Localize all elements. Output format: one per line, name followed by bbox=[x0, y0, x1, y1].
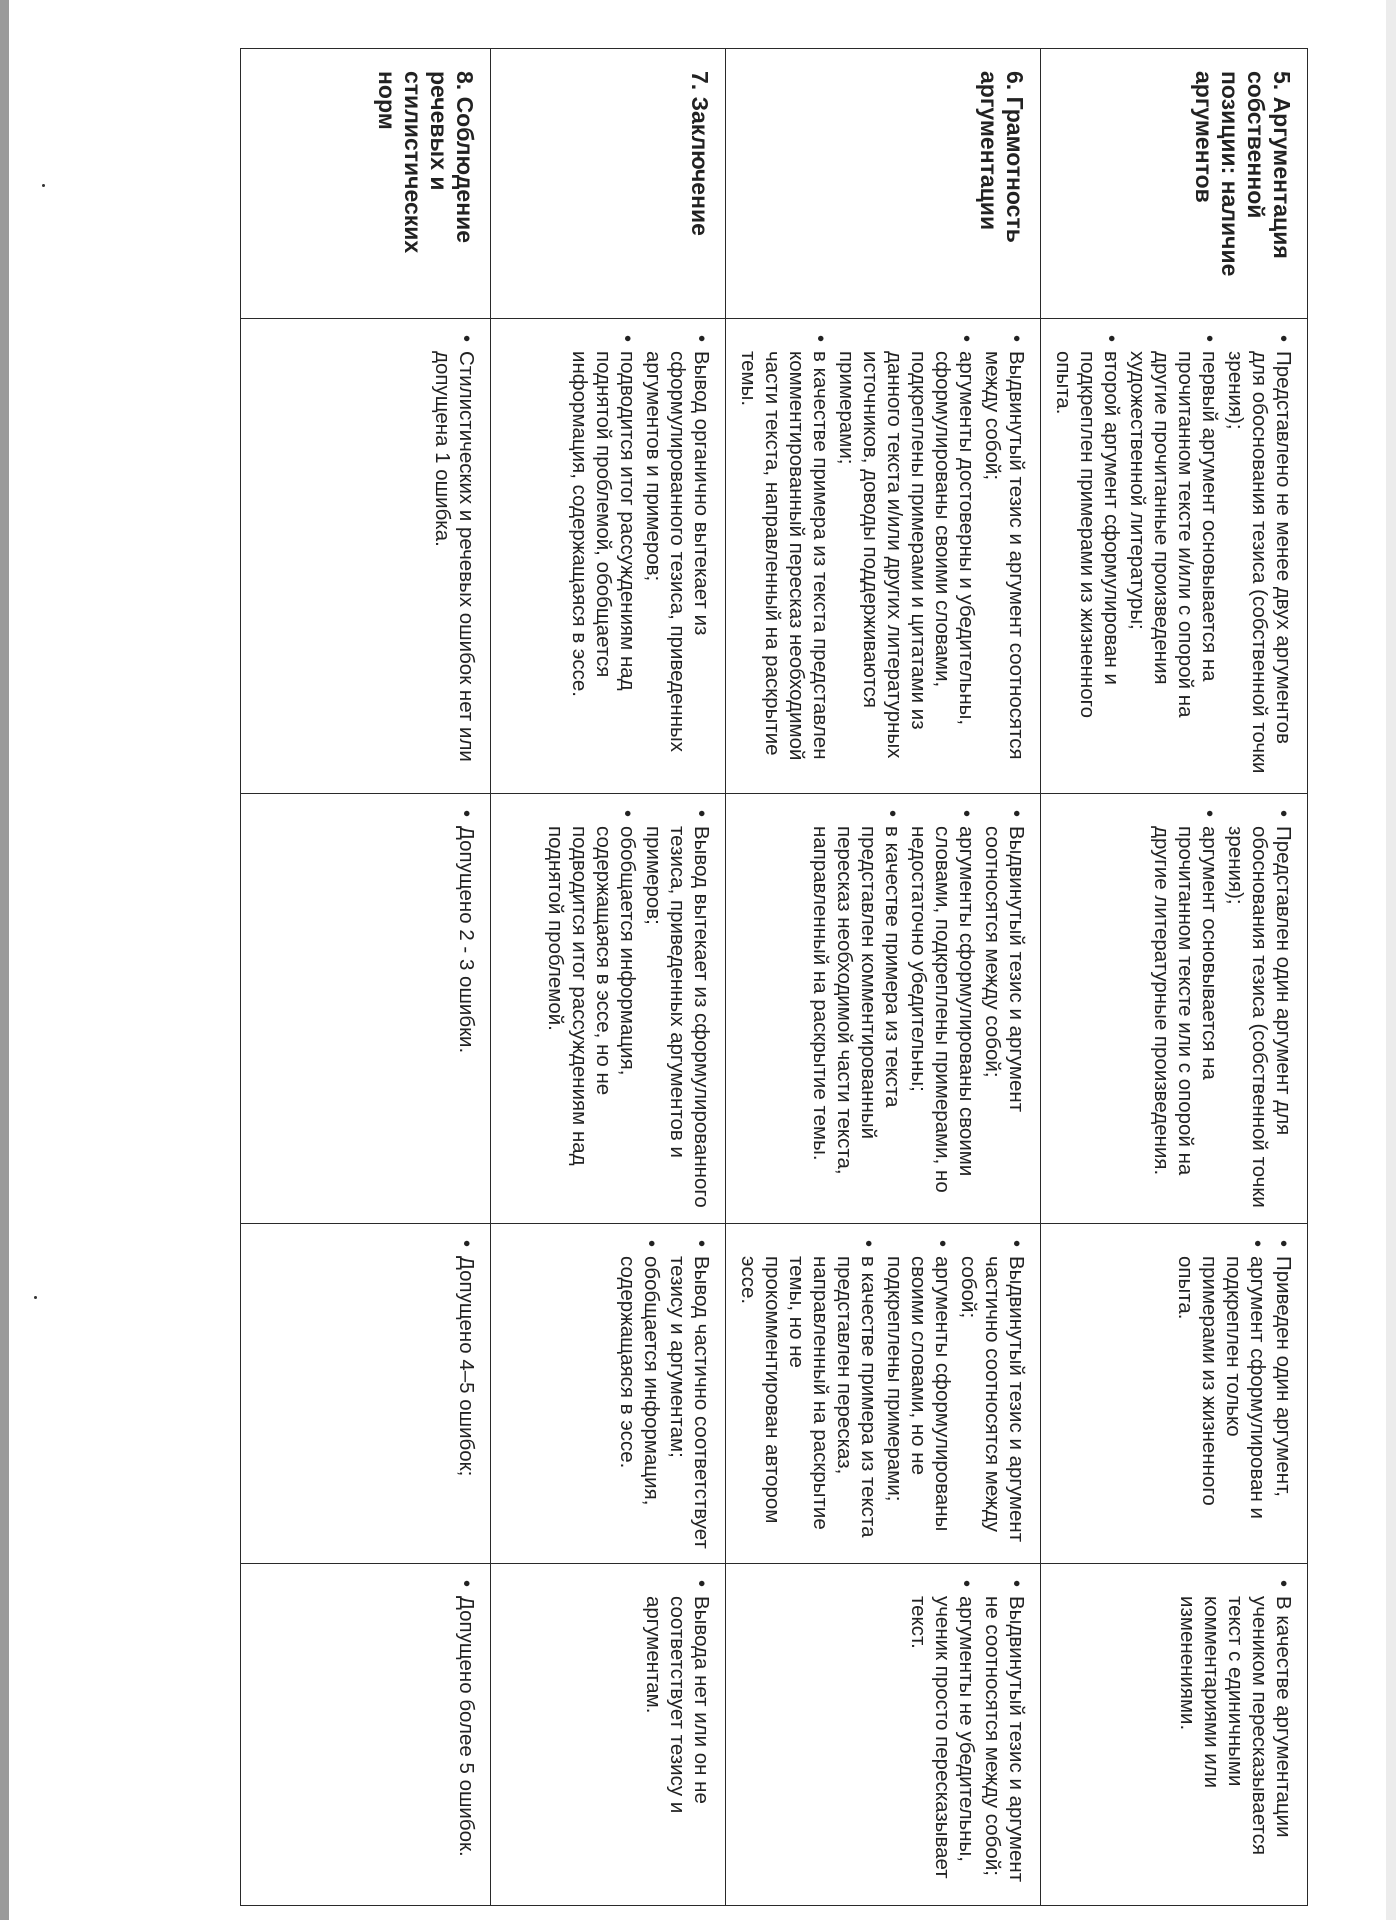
descriptor-list bbox=[454, 1238, 478, 1549]
descriptor-item: • Вывод органично вытекает из сформулированного тезиса, приведенных аргументов и примеров; bbox=[641, 333, 713, 779]
descriptor-item: • Допущено 4–5 ошибок; bbox=[454, 1238, 478, 1549]
descriptor-item: • аргумент сформулирован и подкреплен только примерами из жизненного опыта. bbox=[1173, 1238, 1269, 1549]
rubric-row bbox=[241, 49, 491, 1906]
descriptor-item: • Вывода нет или он не соответствует тезису и аргументам. bbox=[641, 1578, 713, 1891]
rubric-row bbox=[491, 49, 726, 1906]
descriptor-list bbox=[736, 333, 1028, 779]
descriptor-item: • в качестве примера из текста представлен комментированный пересказ необходимой части текста, направленный на раскрытие темы. bbox=[808, 808, 904, 1209]
descriptor-list bbox=[736, 1238, 1028, 1549]
descriptor-item: • Выдвинутый тезис и аргумент соотносятся между собой; bbox=[980, 333, 1028, 779]
descriptor-item: • Выдвинутый тезис и аргумент соотносятся между собой; bbox=[980, 808, 1028, 1209]
descriptor-item: • обобщается информация, содержащаяся в эссе, но не подводится итог рассуждениям над поднятой проблемой. bbox=[543, 808, 639, 1209]
descriptor-item: • Вывод вытекает из сформулированного тезиса, приведенных аргументов и примеров; bbox=[641, 808, 713, 1209]
descriptor-item: • в качестве примера из текста представлен комментированный пересказ необходимой части текста, направленный на раскрытие темы. bbox=[736, 333, 832, 779]
descriptor-item: • Приведен один аргумент, bbox=[1271, 1238, 1295, 1549]
level-cell bbox=[241, 319, 491, 794]
descriptor-item: • Вывод частично соответствует тезису и аргументам; bbox=[665, 1238, 713, 1549]
descriptor-item: • аргументы не убедительны, ученик просто пересказывает текст. bbox=[906, 1578, 978, 1891]
descriptor-list bbox=[615, 1238, 713, 1549]
descriptor-list bbox=[543, 808, 713, 1209]
descriptor-item: • подводится итог рассуждениям над поднятой проблемой, обобщается информация, содержащаяся в эссе. bbox=[567, 333, 639, 779]
descriptor-item: • в качестве примера из текста представлен пересказ, направленный на раскрытие темы, но не прокомментирован автором эссе. bbox=[736, 1238, 880, 1549]
level-cell bbox=[241, 794, 491, 1224]
level-cell bbox=[1041, 1564, 1308, 1906]
level-cell bbox=[491, 794, 726, 1224]
level-cell bbox=[241, 1224, 491, 1564]
descriptor-item: • Стилистических и речевых ошибок нет или допущена 1 ошибка. bbox=[430, 333, 478, 779]
level-cell bbox=[1041, 794, 1308, 1224]
rotated-page bbox=[248, 48, 1308, 1905]
level-cell bbox=[726, 319, 1041, 794]
descriptor-item: • обобщается информация, содержащаяся в эссе. bbox=[615, 1238, 663, 1549]
criterion-cell: 5. Аргументация собственной позиции: наличие аргументов bbox=[1041, 49, 1308, 319]
scan-speck bbox=[42, 184, 45, 187]
descriptor-item: • аргумент основывается на прочитанном тексте или с опорой на другие литературные произведения. bbox=[1149, 808, 1221, 1209]
descriptor-item: • Выдвинутый тезис и аргумент не соотносятся между собой; bbox=[980, 1578, 1028, 1891]
descriptor-item: • аргументы сформулированы своими словами, но не подкреплены примерами; bbox=[882, 1238, 954, 1549]
descriptor-list bbox=[454, 1578, 478, 1891]
descriptor-list bbox=[454, 808, 478, 1209]
level-cell bbox=[726, 794, 1041, 1224]
descriptor-item: • Допущено 2 - 3 ошибки. bbox=[454, 808, 478, 1209]
descriptor-list bbox=[641, 1578, 713, 1891]
descriptor-list bbox=[1051, 333, 1295, 779]
level-cell bbox=[491, 1224, 726, 1564]
criterion-cell: 8. Соблюдение речевых и стилистических норм bbox=[241, 49, 491, 319]
rubric-table bbox=[240, 48, 1308, 1906]
level-cell bbox=[1041, 1224, 1308, 1564]
descriptor-item: • Представлен один аргумент для обоснования тезиса (собственной точки зрения); bbox=[1223, 808, 1295, 1209]
descriptor-item: • аргументы сформулированы своими словами, подкреплены примерами, но недостаточно убедительны; bbox=[906, 808, 978, 1209]
criterion-cell: 6. Грамотность аргументации bbox=[726, 49, 1041, 319]
descriptor-list bbox=[1149, 808, 1295, 1209]
descriptor-list bbox=[1173, 1238, 1295, 1549]
scan-edge-left bbox=[0, 0, 9, 1920]
level-cell bbox=[491, 1564, 726, 1906]
rubric-row bbox=[1041, 49, 1308, 1906]
descriptor-item: • Выдвинутый тезис и аргумент частично соотносятся между собой; bbox=[956, 1238, 1028, 1549]
level-cell bbox=[1041, 319, 1308, 794]
level-cell bbox=[491, 319, 726, 794]
level-cell bbox=[726, 1224, 1041, 1564]
scan-edge-right bbox=[1386, 0, 1396, 1920]
descriptor-list bbox=[906, 1578, 1028, 1891]
descriptor-list bbox=[567, 333, 713, 779]
descriptor-list bbox=[430, 333, 478, 779]
descriptor-item: • аргументы достоверны и убедительны, сформулированы своими словами, подкреплены примерами и цитатами из данного текста и/или других литературных источников, доводы поддерживаются примерами; bbox=[834, 333, 978, 779]
descriptor-item: • В качестве аргументации учеником пересказывается текст с единичными комментариями или изменениями. bbox=[1175, 1578, 1295, 1891]
descriptor-item: • второй аргумент сформулирован и подкреплен примерами из жизненного опыта. bbox=[1051, 333, 1123, 779]
rubric-row bbox=[726, 49, 1041, 1906]
level-cell bbox=[241, 1564, 491, 1906]
criterion-cell: 7. Заключение bbox=[491, 49, 726, 319]
descriptor-item: • Допущено более 5 ошибок. bbox=[454, 1578, 478, 1891]
descriptor-item: • первый аргумент основывается на прочитанном тексте и/или с опорой на другие прочитанные произведения художественной литературы; bbox=[1125, 333, 1221, 779]
level-cell bbox=[726, 1564, 1041, 1906]
descriptor-item: • Представлено не менее двух аргументов для обоснования тезиса (собственной точки зрения); bbox=[1223, 333, 1295, 779]
descriptor-list bbox=[1175, 1578, 1295, 1891]
descriptor-list bbox=[808, 808, 1028, 1209]
scan-speck bbox=[34, 1296, 37, 1299]
